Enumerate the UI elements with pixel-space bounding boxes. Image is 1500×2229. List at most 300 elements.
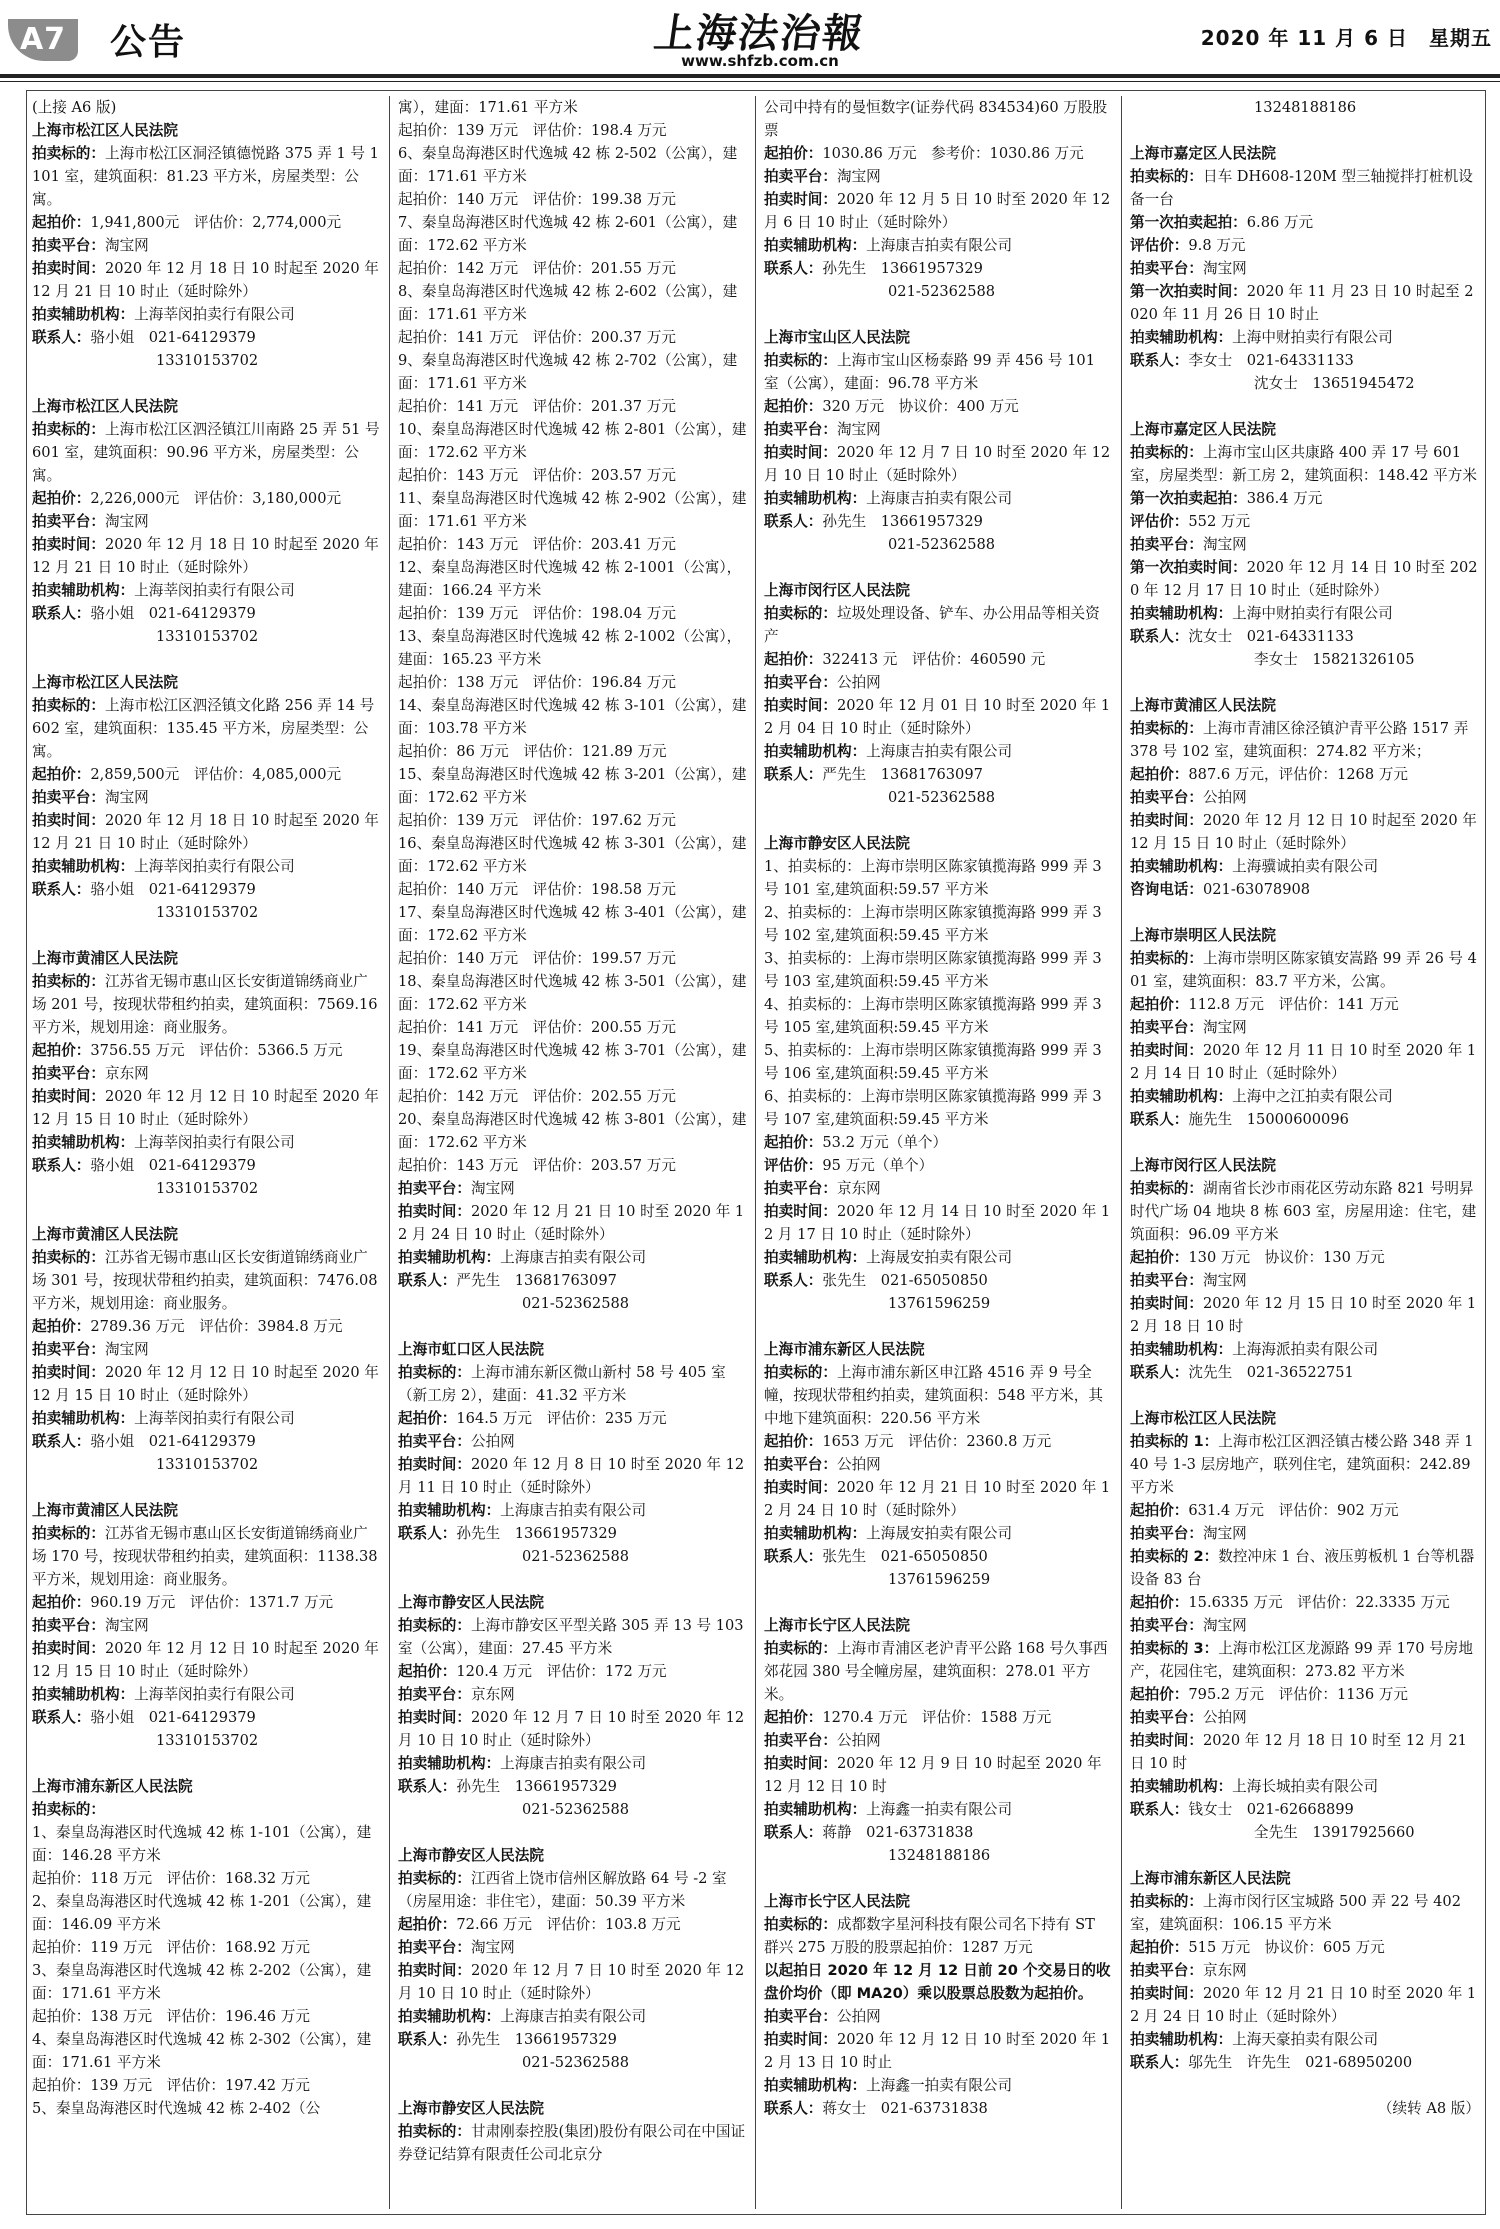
- notice-line: [398, 1959, 748, 2005]
- field-label: 拍卖平台：: [764, 674, 837, 691]
- field-value: 1653 万元 评估价：2360.8 万元: [822, 1433, 1052, 1450]
- field-label: 拍卖标的 3：: [1130, 1640, 1219, 1657]
- field-label: 联系人：: [32, 881, 91, 898]
- notice-line: [1130, 1591, 1480, 1614]
- field-label: 拍卖辅助机构：: [764, 743, 867, 760]
- field-label: 拍卖辅助机构：: [764, 1249, 867, 1266]
- field-label: 拍卖标的：: [764, 1640, 837, 1657]
- field-label: 联系人：: [32, 329, 91, 346]
- notice-line: [764, 602, 1114, 648]
- notice-line: [398, 1407, 748, 1430]
- field-value: 上海市宝山区共康路 400 弄 17 号 601 室，房屋类型：新工房 2，建筑面积：148.42 平方米: [1130, 444, 1477, 484]
- notice-line: [764, 1545, 1114, 1568]
- notice-line: [398, 1430, 748, 1453]
- notice-line: [764, 1177, 1114, 1200]
- field-label: 联系人：: [764, 2100, 823, 2117]
- field-label: 拍卖标的：: [1130, 444, 1203, 461]
- notice-line: [32, 234, 382, 257]
- contact-extra: 021-52362588: [522, 2054, 630, 2071]
- website-url: www.shfzb.com.cn: [681, 52, 839, 70]
- field-value: 数控冲床 1 台、液压剪板机 1 台等机器设备 83 台: [1130, 1548, 1475, 1588]
- column-2: [398, 96, 748, 2211]
- field-label: 拍卖标的：: [32, 145, 105, 162]
- field-value: 2020 年 12 月 15 日 10 时至 2020 年 12 月 18 日 10 时: [1130, 1295, 1477, 1335]
- field-value: 1270.4 万元 评估价：1588 万元: [822, 1709, 1052, 1726]
- column-1: [32, 96, 382, 2211]
- field-label: 拍卖平台：: [1130, 1019, 1203, 1036]
- auction-notice: [764, 832, 1114, 1315]
- lot-line: 2、秦皇岛海港区时代逸城 42 栋 1-201（公寓），建面：146.09 平方米: [32, 1893, 372, 1933]
- notice-line: [1130, 1361, 1480, 1384]
- notice-line: [32, 1062, 382, 1085]
- contact-extra: 13310153702: [156, 1180, 259, 1197]
- notice-line: [764, 1361, 1114, 1430]
- field-value: 骆小姐 021-64129379: [90, 329, 256, 346]
- field-label: 起拍价：: [32, 214, 91, 231]
- field-label: 联系人：: [1130, 1111, 1189, 1128]
- field-value: 上海晟安拍卖有限公司: [866, 1249, 1013, 1266]
- lot-line: 17、秦皇岛海港区时代逸城 42 栋 3-401（公寓），建面：172.62 平方米: [398, 904, 747, 944]
- field-value: 上海天豪拍卖有限公司: [1232, 2031, 1379, 2048]
- field-label: 联系人：: [32, 1709, 91, 1726]
- notice-line: [1130, 1499, 1480, 1522]
- field-value: 上海市静安区平型关路 305 弄 13 号 103 室（公寓），建面：27.45 平方米: [398, 1617, 744, 1657]
- field-value: 15.6335 万元 评估价：22.3335 万元: [1188, 1594, 1450, 1611]
- contact-extra: 021-52362588: [522, 1801, 630, 1818]
- auction-notice: [1130, 694, 1480, 901]
- notice-line: [764, 1706, 1114, 1729]
- notice-line: [1130, 510, 1480, 533]
- notice-line: [1130, 1982, 1480, 2028]
- notice-line: [398, 1453, 748, 1499]
- field-label: 联系人：: [1130, 352, 1189, 369]
- lot-line: 6、拍卖标的：上海市崇明区陈家镇揽海路 999 弄 3 号 107 室,建筑面积:59.45 平方米: [764, 1088, 1102, 1128]
- notice-line: [1130, 234, 1480, 257]
- field-label: 拍卖标的：: [1130, 720, 1203, 737]
- field-value: 120.4 万元 评估价：172 万元: [456, 1663, 667, 1680]
- lot-line: 18、秦皇岛海港区时代逸城 42 栋 3-501（公寓），建面：172.62 平方米: [398, 973, 747, 1013]
- field-value: 上海莘闵拍卖行有限公司: [134, 1686, 295, 1703]
- notice-line: [764, 1913, 1114, 1959]
- field-label: 拍卖时间：: [764, 444, 837, 461]
- notice-line: [32, 1407, 382, 1430]
- field-label: 联系人：: [398, 1525, 457, 1542]
- field-value: 上海莘闵拍卖行有限公司: [134, 306, 295, 323]
- field-value: 湖南省长沙市雨花区劳动东路 821 号明昇时代广场 04 地块 8 栋 603 室，房屋用途：住宅，建筑面积：96.09 平方米: [1130, 1180, 1477, 1243]
- lot-line: 19、秦皇岛海港区时代逸城 42 栋 3-701（公寓），建面：172.62 平方米: [398, 1042, 747, 1082]
- lot-line: 3、拍卖标的：上海市崇明区陈家镇揽海路 999 弄 3 号 103 室,建筑面积:59.45 平方米: [764, 950, 1102, 990]
- field-value: 上海晟安拍卖有限公司: [866, 1525, 1013, 1542]
- field-value: 上海市松江区泗泾镇江川南路 25 弄 51 号 601 室，建筑面积：90.96 平方米，房屋类型：公寓。: [32, 421, 380, 484]
- field-label: 拍卖平台：: [1130, 260, 1203, 277]
- field-value: 淘宝网: [1202, 1525, 1247, 1542]
- contact-extra: 13248188186: [888, 1847, 991, 1864]
- contact-extra: 13761596259: [888, 1571, 991, 1588]
- field-label: 拍卖平台：: [1130, 789, 1203, 806]
- notice-line: [32, 257, 382, 303]
- notice-line: [1130, 257, 1480, 280]
- notice-line: [764, 1522, 1114, 1545]
- field-label: 第一次拍卖起拍：: [1130, 490, 1247, 507]
- field-value: 淘宝网: [836, 168, 881, 185]
- newspaper-logo: 上海法治報: [651, 10, 868, 57]
- notice-line: [764, 694, 1114, 740]
- field-label: 拍卖平台：: [764, 2008, 837, 2025]
- notice-line: [764, 349, 1114, 395]
- notice-line: [398, 1177, 748, 1200]
- notice-line: [32, 326, 382, 349]
- lot-line: 起拍价：141 万元 评估价：200.37 万元: [398, 329, 676, 346]
- field-label: 起拍价：: [1130, 996, 1189, 1013]
- field-value: 京东网: [836, 1180, 881, 1197]
- notice-line: [32, 1522, 382, 1591]
- field-value: 上海康吉拍卖有限公司: [500, 1249, 647, 1266]
- court-name: 上海市长宁区人民法院: [764, 1893, 910, 1910]
- field-value: 上海莘闵拍卖行有限公司: [134, 1134, 295, 1151]
- field-value: 2020 年 12 月 5 日 10 时至 2020 年 12 月 6 日 10 时止（延时除外）: [764, 191, 1111, 231]
- field-label: 拍卖辅助机构：: [32, 858, 135, 875]
- field-label: 起拍价：: [1130, 1939, 1189, 1956]
- field-value: 沈女士 021-64331133: [1188, 628, 1354, 645]
- lot-line: 起拍价：141 万元 评估价：201.37 万元: [398, 398, 676, 415]
- field-value: 钱女士 021-62668899: [1188, 1801, 1354, 1818]
- field-label: 联系人：: [764, 260, 823, 277]
- field-value: 2020 年 12 月 01 日 10 时至 2020 年 12 月 04 日 10 时止（延时除外）: [764, 697, 1111, 737]
- notice-line: [398, 1867, 748, 1913]
- field-value: 2020 年 12 月 12 日 10 时起至 2020 年 12 月 15 日 10 时止（延时除外）: [32, 1088, 379, 1128]
- auction-notice: [1130, 924, 1480, 1131]
- notice-line: [1130, 2051, 1480, 2074]
- lot-line: 起拍价：140 万元 评估价：198.58 万元: [398, 881, 676, 898]
- field-label: 拍卖标的：: [32, 697, 105, 714]
- field-label: 起拍价：: [1130, 1594, 1189, 1611]
- field-value: 上海市松江区泗泾镇古楼公路 348 弄 140 号 1-3 层房地产，联列住宅，建筑面积：242.89 平方米: [1130, 1433, 1474, 1496]
- field-label: 起拍价：: [398, 1663, 457, 1680]
- notice-line: [764, 1637, 1114, 1706]
- lot-line: 1、拍卖标的：上海市崇明区陈家镇揽海路 999 弄 3 号 101 室,建筑面积:59.57 平方米: [764, 858, 1102, 898]
- court-name: 上海市嘉定区人民法院: [1130, 421, 1276, 438]
- lot-line: 起拍价：138 万元 评估价：196.46 万元: [32, 2008, 310, 2025]
- field-label: 拍卖辅助机构：: [1130, 329, 1233, 346]
- field-value: 淘宝网: [1202, 1019, 1247, 1036]
- field-value: 上海中财拍卖行有限公司: [1232, 605, 1393, 622]
- auction-notice: [32, 1223, 382, 1476]
- auction-notice: [32, 1499, 382, 1752]
- field-label: 起拍价：: [764, 398, 823, 415]
- field-label: 拍卖平台：: [398, 1939, 471, 1956]
- notice-line: [1130, 1614, 1480, 1637]
- field-value: 2020 年 12 月 18 日 10 时起至 2020 年 12 月 21 日 10 时止（延时除外）: [32, 260, 379, 300]
- field-value: 95 万元（单个）: [822, 1157, 934, 1174]
- lot-line: 起拍价：142 万元 评估价：201.55 万元: [398, 260, 676, 277]
- notice-line: [398, 2028, 748, 2051]
- field-value: 淘宝网: [1202, 260, 1247, 277]
- notice-line: [32, 970, 382, 1039]
- notice-line: [764, 165, 1114, 188]
- field-value: 甘肃刚泰控股(集团)股份有限公司在中国证券登记结算有限责任公司北京分: [398, 2123, 746, 2163]
- notice-line: [32, 1361, 382, 1407]
- court-name: 上海市浦东新区人民法院: [1130, 1870, 1291, 1887]
- lot-line: 起拍价：143 万元 评估价：203.41 万元: [398, 536, 676, 553]
- notice-line: [32, 855, 382, 878]
- lot-line: 3、秦皇岛海港区时代逸城 42 栋 2-202（公寓），建面：171.61 平方米: [32, 1962, 372, 2002]
- field-label: 起拍价：: [32, 1318, 91, 1335]
- field-label: 起拍价：: [764, 145, 823, 162]
- field-label: 拍卖平台：: [398, 1180, 471, 1197]
- notice-line: [764, 234, 1114, 257]
- field-label: 拍卖平台：: [764, 1456, 837, 1473]
- field-label: 拍卖辅助机构：: [32, 1686, 135, 1703]
- field-label: 拍卖辅助机构：: [32, 306, 135, 323]
- notice-line: [1130, 786, 1480, 809]
- field-label: 起拍价：: [32, 490, 91, 507]
- lot-line: 起拍价：118 万元 评估价：168.32 万元: [32, 1870, 310, 1887]
- field-label: 起拍价：: [1130, 766, 1189, 783]
- notice-line: [1130, 165, 1480, 211]
- field-label: 拍卖辅助机构：: [764, 1801, 867, 1818]
- field-value: 上海市青浦区老沪青平公路 168 号久事西郊花园 380 号全幢房屋，建筑面积：278.01 平方米。: [764, 1640, 1108, 1703]
- field-value: 江苏省无锡市惠山区长安街道锦绣商业广场 201 号，按现状带租约拍卖，建筑面积：7569.16 平方米，规划用途：商业服务。: [32, 973, 378, 1036]
- field-value: 上海市松江区龙源路 99 弄 170 号房地产，花园住宅，建筑面积：273.82 平方米: [1130, 1640, 1473, 1680]
- field-value: 上海中之江拍卖有限公司: [1232, 1088, 1393, 1105]
- contact-extra: 021-52362588: [888, 536, 996, 553]
- field-label: 拍卖时间：: [32, 1088, 105, 1105]
- field-value: 上海市松江区洞泾镇德悦路 375 弄 1 号 1101 室，建筑面积：81.23 平方米，房屋类型：公寓。: [32, 145, 379, 208]
- column-4: [1130, 96, 1480, 2211]
- field-value: 上海莘闵拍卖行有限公司: [134, 858, 295, 875]
- notice-line: [764, 2074, 1114, 2097]
- notice-line: 公司中持有的曼恒数字(证券代码 834534)60 万股股票: [764, 99, 1108, 139]
- field-value: 2020 年 12 月 12 日 10 时起至 2020 年 12 月 15 日 10 时止（延时除外）: [1130, 812, 1477, 852]
- field-label: 评估价：: [1130, 513, 1189, 530]
- notice-line: [764, 648, 1114, 671]
- lot-line: 起拍价：140 万元 评估价：199.38 万元: [398, 191, 676, 208]
- field-label: 拍卖平台：: [32, 513, 105, 530]
- field-value: 320 万元 协议价：400 万元: [822, 398, 1019, 415]
- field-label: 拍卖标的：: [32, 1525, 105, 1542]
- field-label: 联系人：: [398, 2031, 457, 2048]
- notice-line: [1130, 763, 1480, 786]
- field-label: 拍卖平台：: [764, 1732, 837, 1749]
- field-label: 拍卖平台：: [32, 1617, 105, 1634]
- field-label: 拍卖标的：: [1130, 950, 1203, 967]
- column-3: [764, 96, 1114, 2211]
- notice-line: [1130, 1729, 1480, 1775]
- field-value: 164.5 万元 评估价：235 万元: [456, 1410, 667, 1427]
- notice-line: [398, 1522, 748, 1545]
- notice-line: [1130, 441, 1480, 487]
- field-label: 起拍价：: [764, 1134, 823, 1151]
- auction-notice: [32, 947, 382, 1200]
- auction-notice: [1130, 1867, 1480, 2074]
- notice-line: [1130, 1292, 1480, 1338]
- field-value: 上海康吉拍卖有限公司: [500, 1502, 647, 1519]
- field-value: 淘宝网: [470, 1180, 515, 1197]
- field-label: 第一次拍卖起拍：: [1130, 214, 1247, 231]
- field-label: 起拍价：: [398, 1410, 457, 1427]
- field-label: 拍卖辅助机构：: [398, 1249, 501, 1266]
- field-value: 1030.86 万元 参考价：1030.86 万元: [822, 145, 1084, 162]
- field-value: 施先生 15000600096: [1188, 1111, 1349, 1128]
- field-label: 联系人：: [398, 1272, 457, 1289]
- field-value: 京东网: [1202, 1962, 1247, 1979]
- notice-line: [764, 142, 1114, 165]
- contact-extra: 13310153702: [156, 628, 259, 645]
- field-value: 515 万元 协议价：605 万元: [1188, 1939, 1385, 1956]
- lot-line: 16、秦皇岛海港区时代逸城 42 栋 3-301（公寓），建面：172.62 平方米: [398, 835, 747, 875]
- field-value: 上海鑫一拍卖有限公司: [866, 1801, 1013, 1818]
- notice-line: [32, 487, 382, 510]
- notice-line: [32, 878, 382, 901]
- field-value: 上海康吉拍卖有限公司: [866, 237, 1013, 254]
- notice-line: [1130, 602, 1480, 625]
- notice-line: [1130, 1890, 1480, 1936]
- auction-notice: [764, 1614, 1114, 1867]
- field-value: 2020 年 12 月 14 日 10 时至 2020 年 12 月 17 日 10 时止（延时除外）: [1130, 559, 1478, 599]
- auction-notice: [1130, 418, 1480, 671]
- notice-line: [764, 1430, 1114, 1453]
- field-value: 2020 年 12 月 18 日 10 时起至 2020 年 12 月 21 日 10 时止（延时除外）: [32, 812, 379, 852]
- notice-line: [398, 1775, 748, 1798]
- field-label: 拍卖辅助机构：: [398, 1755, 501, 1772]
- lot-line: 寓），建面：171.61 平方米: [398, 99, 578, 116]
- field-value: 2,859,500元 评估价：4,085,000元: [90, 766, 342, 783]
- notice-line: [764, 2005, 1114, 2028]
- field-value: 322413 元 评估价：460590 元: [822, 651, 1046, 668]
- field-value: 960.19 万元 评估价：1371.7 万元: [90, 1594, 334, 1611]
- field-value: 3756.55 万元 评估价：5366.5 万元: [90, 1042, 343, 1059]
- notice-line: [764, 1453, 1114, 1476]
- notice-line: [764, 763, 1114, 786]
- notice-line: [32, 533, 382, 579]
- notice-line: [1130, 533, 1480, 556]
- notice-line: [32, 1614, 382, 1637]
- notice-line: [1130, 1085, 1480, 1108]
- court-name: 上海市虹口区人民法院: [398, 1341, 544, 1358]
- field-value: 上海骥诚拍卖有限公司: [1232, 858, 1379, 875]
- notice-line: [764, 671, 1114, 694]
- notice-line: [32, 1430, 382, 1453]
- court-name: 上海市松江区人民法院: [32, 398, 178, 415]
- field-value: 骆小姐 021-64129379: [90, 1709, 256, 1726]
- notice-line: [32, 1039, 382, 1062]
- field-label: 联系人：: [32, 1433, 91, 1450]
- header-rule-thin: [0, 81, 1500, 82]
- auction-notice: [32, 395, 382, 648]
- field-label: 拍卖辅助机构：: [32, 1410, 135, 1427]
- field-value: 公拍网: [836, 1456, 881, 1473]
- field-value: 2020 年 12 月 18 日 10 时至 12 月 21 日 10 时: [1130, 1732, 1467, 1772]
- notice-line: [1130, 487, 1480, 510]
- field-label: 联系人：: [398, 1778, 457, 1795]
- field-value: 邬先生 许先生 021-68950200: [1188, 2054, 1413, 2071]
- notice-line: [32, 510, 382, 533]
- field-value: 蒋静 021-63731838: [822, 1824, 974, 1841]
- notice-line: [764, 1131, 1114, 1154]
- court-name: 上海市嘉定区人民法院: [1130, 145, 1276, 162]
- notice-line: [32, 763, 382, 786]
- notice-line: [764, 740, 1114, 763]
- court-name: 上海市静安区人民法院: [398, 2100, 544, 2117]
- field-value: 1,941,800元 评估价：2,774,000元: [90, 214, 342, 231]
- notice-line: [398, 1200, 748, 1246]
- field-value: 江苏省无锡市惠山区长安街道锦绣商业广场 301 号，按现状带租约拍卖，建筑面积：7476.08 平方米，规划用途：商业服务。: [32, 1249, 378, 1312]
- lot-line: 起拍价：139 万元 评估价：197.62 万元: [398, 812, 676, 829]
- field-label: 拍卖平台：: [1130, 536, 1203, 553]
- field-label: 拍卖平台：: [32, 1341, 105, 1358]
- notice-line: [32, 1131, 382, 1154]
- field-value: 公拍网: [1202, 789, 1247, 806]
- notice-line: [1130, 993, 1480, 1016]
- field-label: 拍卖时间：: [1130, 1042, 1203, 1059]
- notice-line: [32, 809, 382, 855]
- court-name: 上海市松江区人民法院: [32, 674, 178, 691]
- lot-line: 起拍价：143 万元 评估价：203.57 万元: [398, 467, 676, 484]
- field-label: 拍卖时间：: [764, 1755, 837, 1772]
- notice-line: [398, 1752, 748, 1775]
- field-label: 拍卖标的：: [398, 1870, 471, 1887]
- auction-notice: [1130, 142, 1480, 395]
- court-name: 上海市松江区人民法院: [1130, 1410, 1276, 1427]
- continued-to: （续转 A8 版）: [1377, 2100, 1480, 2117]
- announcement-columns: [32, 96, 1480, 2211]
- field-label: 拍卖时间：: [32, 1364, 105, 1381]
- field-value: 孙先生 13661957329: [822, 513, 983, 530]
- lot-line: 起拍价：140 万元 评估价：199.57 万元: [398, 950, 676, 967]
- field-label: 拍卖时间：: [398, 1203, 471, 1220]
- court-name: 上海市长宁区人民法院: [764, 1617, 910, 1634]
- contact-extra: 13310153702: [156, 1456, 259, 1473]
- field-label: 拍卖时间：: [764, 2031, 837, 2048]
- lot-line: 起拍价：139 万元 评估价：197.42 万元: [32, 2077, 310, 2094]
- field-label: 拍卖标的：: [1130, 1893, 1203, 1910]
- court-name: 上海市宝山区人民法院: [764, 329, 910, 346]
- field-value: 垃圾处理设备、铲车、办公用品等相关资产: [764, 605, 1100, 645]
- field-value: 2020 年 12 月 8 日 10 时至 2020 年 12 月 11 日 10 时止（延时除外）: [398, 1456, 745, 1496]
- field-value: 021-63078908: [1202, 881, 1311, 898]
- notice-line: [1130, 809, 1480, 855]
- auction-notice: [32, 671, 382, 924]
- field-value: 淘宝网: [836, 421, 881, 438]
- field-label: 拍卖辅助机构：: [764, 1525, 867, 1542]
- field-label: 拍卖标的：: [398, 2123, 471, 2140]
- contact-extra: 13310153702: [156, 1732, 259, 1749]
- auction-notice: [764, 326, 1114, 556]
- notice-line: [398, 1706, 748, 1752]
- notice-line: [1130, 211, 1480, 234]
- notice-line: [32, 142, 382, 211]
- field-label: 拍卖辅助机构：: [32, 1134, 135, 1151]
- field-value: 2020 年 12 月 7 日 10 时至 2020 年 12 月 10 日 10 时止（延时除外）: [764, 444, 1111, 484]
- field-label: 拍卖辅助机构：: [1130, 605, 1233, 622]
- notice-line: [1130, 1936, 1480, 1959]
- field-label: 起拍价：: [1130, 1686, 1189, 1703]
- notice-line: [764, 1269, 1114, 1292]
- field-label: 拍卖标的 1：: [1130, 1433, 1219, 1450]
- field-label: 拍卖平台：: [1130, 1617, 1203, 1634]
- field-label: 拍卖辅助机构：: [32, 582, 135, 599]
- field-value: 130 万元 协议价：130 万元: [1188, 1249, 1385, 1266]
- notice-line: [764, 1729, 1114, 1752]
- notice-line: [1130, 878, 1480, 901]
- field-value: 2020 年 12 月 21 日 10 时至 2020 年 12 月 24 日 10 时止（延时除外）: [1130, 1985, 1477, 2025]
- field-value: 淘宝网: [470, 1939, 515, 1956]
- field-label: 拍卖时间：: [764, 191, 837, 208]
- field-value: 上海市浦东新区申江路 4516 弄 9 号全幢，按现状带租约拍卖，建筑面积：548 平方米，其中地下建筑面积：220.56 平方米: [764, 1364, 1103, 1427]
- field-label: 拍卖标的：: [398, 1364, 471, 1381]
- lot-line: 起拍价：86 万元 评估价：121.89 万元: [398, 743, 667, 760]
- notice-line: [398, 1683, 748, 1706]
